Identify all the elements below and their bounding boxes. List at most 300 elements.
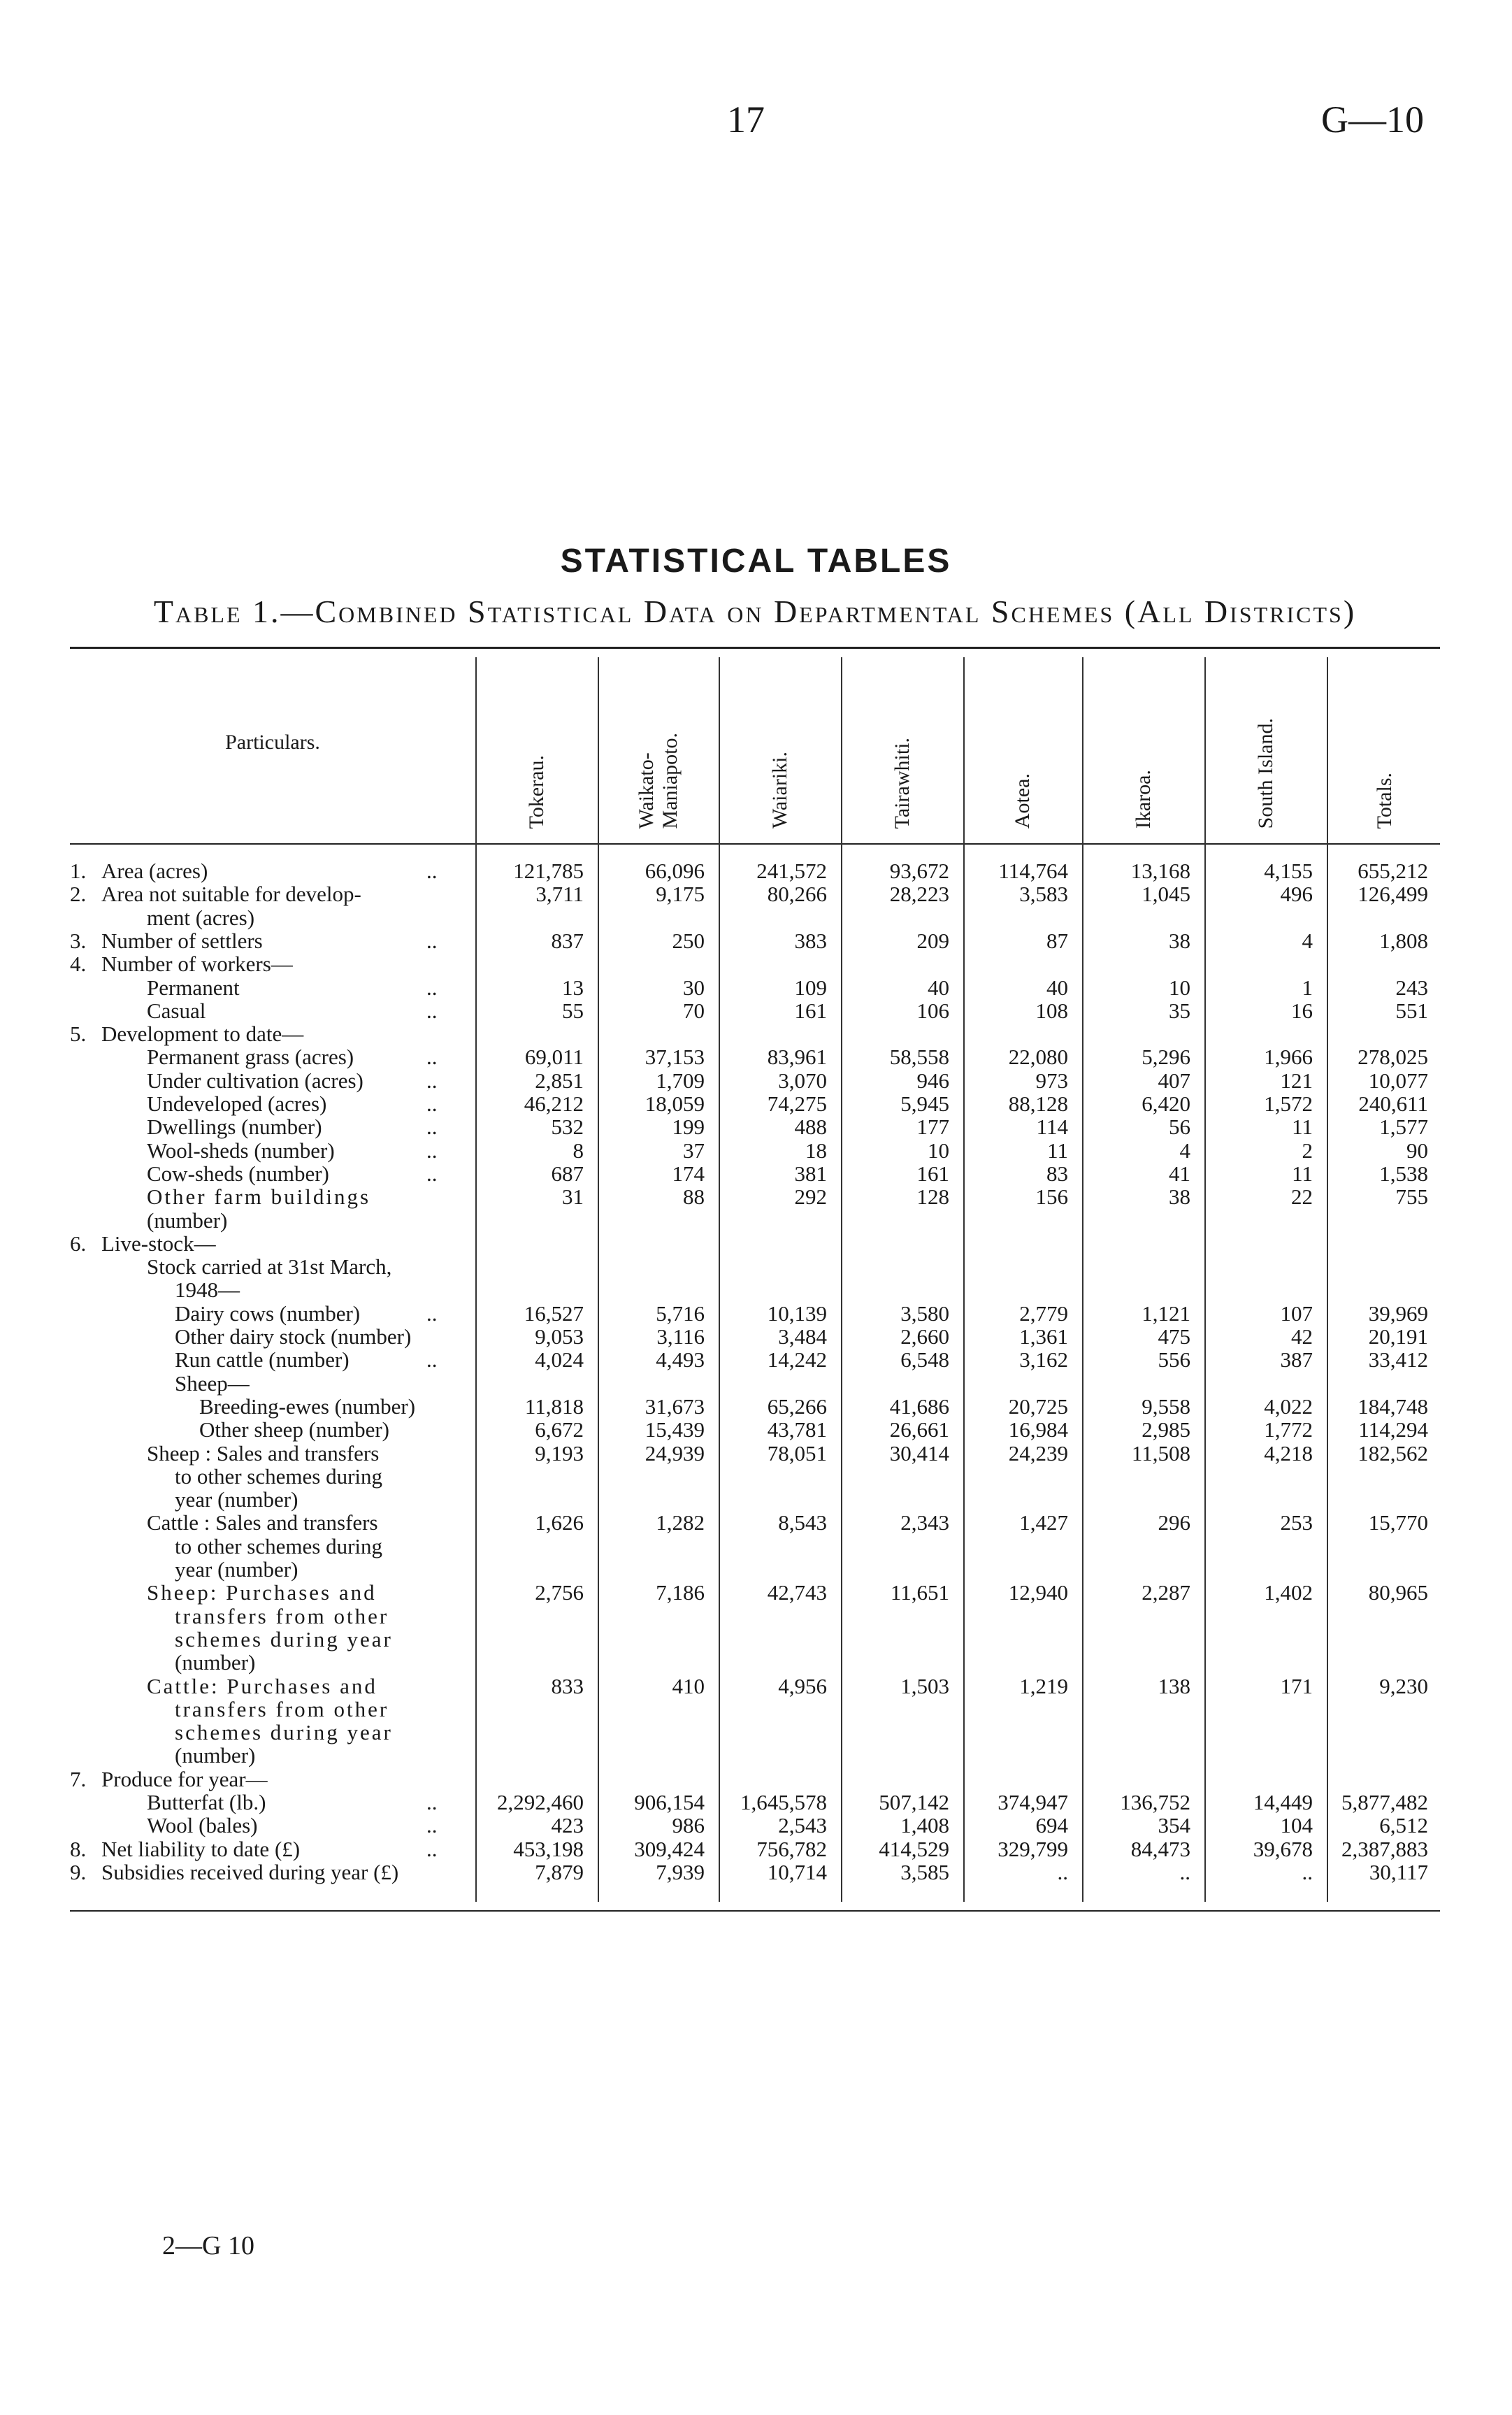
table-cell: 161	[916, 1161, 949, 1186]
column-header	[1327, 661, 1442, 829]
table-cell: 5,296	[1142, 1045, 1190, 1070]
table-cell: 182,562	[1358, 1440, 1428, 1466]
table-cell: 4	[1179, 1138, 1190, 1163]
table-cell: 250	[672, 928, 705, 953]
table-cell: 11,818	[524, 1393, 584, 1419]
table-cell: 16,984	[1008, 1417, 1068, 1442]
table-cell: 42,743	[767, 1580, 827, 1605]
table-cell: 10,139	[767, 1300, 827, 1326]
column-header-label: Waikato- Maniapoto.	[634, 732, 682, 829]
table-cell: 556	[1158, 1347, 1190, 1373]
table-cell: 31	[562, 1184, 584, 1210]
leader-dots: ..	[426, 1300, 438, 1326]
table-cell: 108	[1035, 998, 1068, 1023]
table-cell: 128	[916, 1184, 949, 1210]
table-cell: 7,879	[535, 1859, 584, 1884]
column-header	[475, 661, 598, 829]
table-cell: 18,059	[645, 1091, 705, 1116]
table-cell: 40	[1046, 975, 1068, 1000]
column-header	[963, 661, 1082, 829]
row-label: Development to date—	[101, 1022, 304, 1047]
table-cell: 1,626	[535, 1510, 584, 1535]
table-cell: 2,343	[900, 1510, 949, 1535]
row-label: Other dairy stock (number)	[175, 1324, 412, 1349]
table-cell: 109	[794, 975, 827, 1000]
table-cell: 7,186	[656, 1580, 705, 1605]
table-cell: 40	[928, 975, 949, 1000]
table-cell: 35	[1169, 998, 1190, 1023]
table-cell: 70	[683, 998, 705, 1023]
table-cell: 475	[1158, 1324, 1190, 1349]
table-cell: 80,266	[767, 882, 827, 907]
table-cell: 30,414	[889, 1440, 949, 1466]
table-cell: 12,940	[1008, 1580, 1068, 1605]
table-cell: 551	[1395, 998, 1428, 1023]
table-cell: 1,361	[1019, 1324, 1068, 1349]
table-cell: 1,645,578	[740, 1790, 827, 1814]
table-cell: 2,387,883	[1341, 1836, 1428, 1861]
table-cell: 292	[794, 1184, 827, 1210]
table-cell: 755	[1395, 1184, 1428, 1210]
table-cell: 1,503	[900, 1673, 949, 1698]
table-cell: 309,424	[634, 1836, 705, 1861]
table-cell: ..	[1179, 1859, 1190, 1884]
table-cell: 833	[551, 1673, 584, 1698]
column-divider	[1327, 657, 1328, 1902]
row-label: ment (acres)	[147, 905, 255, 930]
table-cell: 986	[672, 1813, 705, 1838]
leader-dots: ..	[426, 1813, 438, 1838]
table-cell: 946	[916, 1068, 949, 1093]
table-cell: 10,077	[1368, 1068, 1428, 1093]
table-cell: 1,572	[1264, 1091, 1313, 1116]
table-cell: 1,772	[1264, 1417, 1313, 1442]
row-label: Number of workers—	[101, 952, 293, 977]
column-divider	[963, 657, 965, 1902]
table-cell: 240,611	[1358, 1091, 1428, 1116]
table-cell: 11	[1292, 1115, 1313, 1140]
table-cell: 407	[1158, 1068, 1190, 1093]
table-cell: 38	[1169, 928, 1190, 953]
table-cell: 4,022	[1264, 1393, 1313, 1419]
table-top-rule	[70, 647, 1440, 649]
table-cell: 33,412	[1368, 1347, 1428, 1373]
table-cell: 10	[928, 1138, 949, 1163]
table-cell: 58,558	[889, 1045, 949, 1070]
row-number: 4.	[70, 952, 87, 977]
leader-dots: ..	[426, 1347, 438, 1373]
table-cell: 138	[1158, 1673, 1190, 1698]
table-cell: 9,193	[535, 1440, 584, 1466]
table-cell: 20,725	[1008, 1393, 1068, 1419]
table-cell: 694	[1035, 1813, 1068, 1838]
row-label: Area not suitable for develop-	[101, 882, 361, 907]
table-cell: 184,748	[1358, 1393, 1428, 1419]
row-label: Run cattle (number)	[175, 1347, 350, 1373]
table-cell: 107	[1280, 1300, 1313, 1326]
column-header-label: Tokerau.	[524, 754, 548, 829]
table-cell: 6,672	[535, 1417, 584, 1442]
table-cell: 9,053	[535, 1324, 584, 1349]
document-reference: G—10	[1321, 99, 1424, 141]
table-cell: 16	[1291, 998, 1313, 1023]
table-cell: 55	[562, 998, 584, 1023]
table-cell: 4,024	[535, 1347, 584, 1373]
particulars-header: Particulars.	[225, 731, 320, 754]
row-number: 8.	[70, 1836, 87, 1861]
table-cell: 496	[1280, 882, 1313, 907]
page-number: 17	[727, 99, 765, 141]
row-label: transfers from other	[175, 1603, 389, 1628]
row-label: Dairy cows (number)	[175, 1300, 361, 1326]
row-label: Butterfat (lb.)	[147, 1790, 266, 1814]
table-cell: 1,402	[1264, 1580, 1313, 1605]
table-cell: 171	[1280, 1673, 1313, 1698]
table-cell: 22,080	[1008, 1045, 1068, 1070]
table-cell: 104	[1280, 1813, 1313, 1838]
table-cell: 66,096	[645, 859, 705, 883]
table-cell: 4,493	[656, 1347, 705, 1373]
row-label: Under cultivation (acres)	[147, 1068, 363, 1093]
table-cell: 106	[916, 998, 949, 1023]
table-cell: 126,499	[1358, 882, 1428, 907]
table-cell: 74,275	[767, 1091, 827, 1116]
table-cell: 1,427	[1019, 1510, 1068, 1535]
table-cell: 84,473	[1130, 1836, 1190, 1861]
row-label: Casual	[147, 998, 206, 1023]
table-cell: 14,449	[1253, 1790, 1313, 1814]
table-cell: 28,223	[889, 882, 949, 907]
table-cell: 15,439	[645, 1417, 705, 1442]
table-cell: 39,678	[1253, 1836, 1313, 1861]
table-cell: 3,116	[656, 1324, 705, 1349]
table-cell: 756,782	[756, 1836, 827, 1861]
table-cell: 1,577	[1379, 1115, 1428, 1140]
table-cell: 354	[1158, 1813, 1190, 1838]
table-cell: 78,051	[767, 1440, 827, 1466]
row-number: 5.	[70, 1022, 87, 1047]
table-cell: 11,651	[890, 1580, 949, 1605]
table-cell: 973	[1035, 1068, 1068, 1093]
leader-dots: ..	[426, 1836, 438, 1861]
row-label: Sheep—	[175, 1370, 250, 1396]
table-cell: 1,808	[1379, 928, 1428, 953]
table-cell: 2	[1302, 1138, 1313, 1163]
column-header-label: Totals.	[1372, 772, 1396, 829]
row-label: Breeding-ewes (number)	[199, 1393, 416, 1419]
row-label: Permanent	[147, 975, 240, 1000]
table-cell: 381	[794, 1161, 827, 1186]
table-cell: 453,198	[513, 1836, 584, 1861]
table-cell: 13,168	[1130, 859, 1190, 883]
row-label: (number)	[175, 1743, 256, 1768]
table-cell: 88,128	[1008, 1091, 1068, 1116]
row-label: year (number)	[175, 1557, 298, 1582]
leader-dots: ..	[426, 1115, 438, 1140]
table-bottom-rule	[70, 1910, 1440, 1912]
table-cell: 423	[551, 1813, 584, 1838]
table-cell: 20,191	[1368, 1324, 1428, 1349]
table-cell: 18	[805, 1138, 827, 1163]
table-cell: 6,420	[1142, 1091, 1190, 1116]
row-label: Undeveloped (acres)	[147, 1091, 327, 1116]
table-cell: 121	[1280, 1068, 1313, 1093]
row-label: Cattle : Sales and transfers	[147, 1510, 378, 1535]
leader-dots: ..	[426, 1045, 438, 1070]
table-cell: 2,287	[1142, 1580, 1190, 1605]
row-label: 1948—	[175, 1277, 240, 1303]
leader-dots: ..	[426, 998, 438, 1023]
column-header-label: Tairawhiti.	[890, 737, 914, 829]
table-cell: 414,529	[879, 1836, 949, 1861]
row-label: year (number)	[175, 1487, 298, 1512]
table-cell: 2,543	[778, 1813, 827, 1838]
table-cell: 39,969	[1368, 1300, 1428, 1326]
table-cell: 83	[1046, 1161, 1068, 1186]
row-label: Stock carried at 31st March,	[147, 1254, 392, 1280]
table-cell: 16,527	[524, 1300, 584, 1326]
table-cell: 5,716	[656, 1300, 705, 1326]
table-header-rule	[70, 843, 1440, 845]
table-cell: ..	[1057, 1859, 1068, 1884]
table-cell: 11	[1047, 1138, 1068, 1163]
row-label: Permanent grass (acres)	[147, 1045, 354, 1070]
table-cell: 46,212	[524, 1091, 584, 1116]
row-label: Cow-sheds (number)	[147, 1161, 329, 1186]
table-cell: 278,025	[1358, 1045, 1428, 1070]
table-cell: 3,580	[900, 1300, 949, 1326]
column-header	[1082, 661, 1204, 829]
column-divider	[841, 657, 842, 1902]
table-cell: 7,939	[656, 1859, 705, 1884]
table-cell: 1,408	[900, 1813, 949, 1838]
table-cell: 410	[672, 1673, 705, 1698]
table-cell: 114,764	[998, 859, 1068, 883]
table-cell: 507,142	[879, 1790, 949, 1814]
column-divider	[719, 657, 720, 1902]
column-header	[1204, 661, 1327, 829]
table-cell: 10	[1169, 975, 1190, 1000]
table-cell: 1,282	[656, 1510, 705, 1535]
table-cell: 14,242	[767, 1347, 827, 1373]
table-cell: 10,714	[767, 1859, 827, 1884]
row-label: to other schemes during	[175, 1533, 383, 1558]
table-cell: 161	[794, 998, 827, 1023]
table-cell: 253	[1280, 1510, 1313, 1535]
row-label: Net liability to date (£)	[101, 1836, 301, 1861]
column-divider	[598, 657, 599, 1902]
table-cell: 3,484	[778, 1324, 827, 1349]
table-cell: 1,219	[1019, 1673, 1068, 1698]
table-cell: 24,239	[1008, 1440, 1068, 1466]
row-label: Other sheep (number)	[199, 1417, 390, 1442]
table-cell: 1,709	[656, 1068, 705, 1093]
row-label: Sheep: Purchases and	[147, 1580, 377, 1605]
table-cell: 4,956	[778, 1673, 827, 1698]
row-label: (number)	[175, 1650, 256, 1675]
row-label: transfers from other	[175, 1696, 389, 1721]
table-cell: 80,965	[1368, 1580, 1428, 1605]
table-cell: 687	[551, 1161, 584, 1186]
table-cell: 2,756	[535, 1580, 584, 1605]
table-cell: 174	[672, 1161, 705, 1186]
leader-dots: ..	[426, 1790, 438, 1814]
table-cell: 22	[1291, 1184, 1313, 1210]
table-cell: 56	[1169, 1115, 1190, 1140]
table-cell: 837	[551, 928, 584, 953]
row-number: 9.	[70, 1859, 87, 1884]
table-cell: 8,543	[778, 1510, 827, 1535]
table-cell: 87	[1046, 928, 1068, 953]
column-header-label: South Island.	[1253, 717, 1277, 829]
table-cell: 1,045	[1142, 882, 1190, 907]
column-header-label: Waiariki.	[768, 751, 791, 829]
table-cell: 655,212	[1358, 859, 1428, 883]
row-number: 2.	[70, 882, 87, 907]
table-cell: 387	[1280, 1347, 1313, 1373]
table-title: Table 1.—Combined Statistical Data on Departmental Schemes (All Districts)	[153, 594, 1357, 629]
row-label: Live-stock—	[101, 1231, 216, 1256]
table-cell: 3,583	[1019, 882, 1068, 907]
leader-dots: ..	[426, 1068, 438, 1093]
table-cell: 42	[1291, 1324, 1313, 1349]
row-label: Cattle: Purchases and	[147, 1673, 377, 1698]
row-label: Area (acres)	[101, 859, 208, 883]
row-label: schemes during year	[175, 1626, 393, 1651]
table-cell: 4,218	[1264, 1440, 1313, 1466]
table-cell: 88	[683, 1184, 705, 1210]
row-label: Other farm buildings	[147, 1184, 371, 1210]
table-cell: 83,961	[767, 1045, 827, 1070]
row-label: Sheep : Sales and transfers	[147, 1440, 380, 1466]
table-cell: 9,230	[1379, 1673, 1428, 1698]
row-label: Wool (bales)	[147, 1813, 258, 1838]
row-number: 7.	[70, 1766, 87, 1791]
table-cell: 26,661	[889, 1417, 949, 1442]
table-cell: 41,686	[889, 1393, 949, 1419]
column-header	[598, 661, 719, 829]
row-label: Wool-sheds (number)	[147, 1138, 335, 1163]
table-cell: 383	[794, 928, 827, 953]
table-cell: 4	[1302, 928, 1313, 953]
column-divider	[475, 657, 477, 1902]
table-cell: 296	[1158, 1510, 1190, 1535]
row-number: 6.	[70, 1231, 87, 1256]
table-cell: 532	[551, 1115, 584, 1140]
table-cell: 374,947	[998, 1790, 1068, 1814]
table-cell: 3,585	[900, 1859, 949, 1884]
column-header-label: Aotea.	[1011, 773, 1034, 829]
table-cell: 5,877,482	[1341, 1790, 1428, 1814]
table-cell: 906,154	[634, 1790, 705, 1814]
table-cell: 2,292,460	[497, 1790, 584, 1814]
table-cell: 6,512	[1379, 1813, 1428, 1838]
table-cell: 114,294	[1358, 1417, 1428, 1442]
table-cell: 11,508	[1131, 1440, 1190, 1466]
column-header	[719, 661, 841, 829]
row-label: Dwellings (number)	[147, 1115, 322, 1140]
table-cell: ..	[1302, 1859, 1313, 1884]
table-cell: 13	[562, 975, 584, 1000]
leader-dots: ..	[426, 1091, 438, 1116]
column-header-label: Ikaroa.	[1131, 769, 1155, 829]
page-footer: 2—G 10	[162, 2231, 254, 2260]
table-cell: 93,672	[889, 859, 949, 883]
leader-dots: ..	[426, 975, 438, 1000]
table-cell: 241,572	[756, 859, 827, 883]
table-cell: 9,558	[1142, 1393, 1190, 1419]
table-cell: 24,939	[645, 1440, 705, 1466]
table-cell: 1,538	[1379, 1161, 1428, 1186]
table-cell: 65,266	[767, 1393, 827, 1419]
table-cell: 38	[1169, 1184, 1190, 1210]
leader-dots: ..	[426, 1138, 438, 1163]
table-cell: 37,153	[645, 1045, 705, 1070]
table-cell: 3,162	[1019, 1347, 1068, 1373]
table-cell: 30,117	[1369, 1859, 1428, 1884]
leader-dots: ..	[426, 859, 438, 883]
table-cell: 11	[1292, 1161, 1313, 1186]
column-divider	[1204, 657, 1206, 1902]
table-cell: 121,785	[513, 859, 584, 883]
row-number: 1.	[70, 859, 87, 883]
table-cell: 243	[1395, 975, 1428, 1000]
table-cell: 329,799	[998, 1836, 1068, 1861]
table-cell: 1	[1302, 975, 1313, 1000]
column-header	[841, 661, 963, 829]
table-cell: 2,660	[900, 1324, 949, 1349]
table-cell: 9,175	[656, 882, 705, 907]
table-cell: 41	[1169, 1161, 1190, 1186]
row-number: 3.	[70, 928, 87, 953]
leader-dots: ..	[426, 928, 438, 953]
row-label: Subsidies received during year (£)	[101, 1859, 399, 1884]
column-divider	[1082, 657, 1083, 1902]
table-cell: 90	[1406, 1138, 1428, 1163]
table-cell: 3,070	[778, 1068, 827, 1093]
row-label: to other schemes during	[175, 1463, 383, 1489]
row-label: Produce for year—	[101, 1766, 268, 1791]
table-cell: 15,770	[1368, 1510, 1428, 1535]
table-cell: 6,548	[900, 1347, 949, 1373]
table-cell: 2,985	[1142, 1417, 1190, 1442]
table-cell: 8	[573, 1138, 584, 1163]
table-cell: 177	[916, 1115, 949, 1140]
table-cell: 43,781	[767, 1417, 827, 1442]
table-cell: 199	[672, 1115, 705, 1140]
table-cell: 1,966	[1264, 1045, 1313, 1070]
table-cell: 156	[1035, 1184, 1068, 1210]
table-cell: 1,121	[1142, 1300, 1190, 1326]
table-cell: 488	[794, 1115, 827, 1140]
row-label: (number)	[147, 1208, 228, 1233]
table-cell: 3,711	[535, 882, 584, 907]
table-cell: 5,945	[900, 1091, 949, 1116]
table-cell: 30	[683, 975, 705, 1000]
leader-dots: ..	[426, 1161, 438, 1186]
table-cell: 209	[916, 928, 949, 953]
row-label: schemes during year	[175, 1720, 393, 1745]
row-label: Number of settlers	[101, 928, 263, 953]
table-cell: 136,752	[1120, 1790, 1190, 1814]
table-cell: 114	[1036, 1115, 1068, 1140]
table-cell: 4,155	[1264, 859, 1313, 883]
table-cell: 31,673	[645, 1393, 705, 1419]
table-cell: 37	[683, 1138, 705, 1163]
table-cell: 2,851	[535, 1068, 584, 1093]
table-cell: 2,779	[1019, 1300, 1068, 1326]
section-heading: STATISTICAL TABLES	[560, 543, 952, 580]
